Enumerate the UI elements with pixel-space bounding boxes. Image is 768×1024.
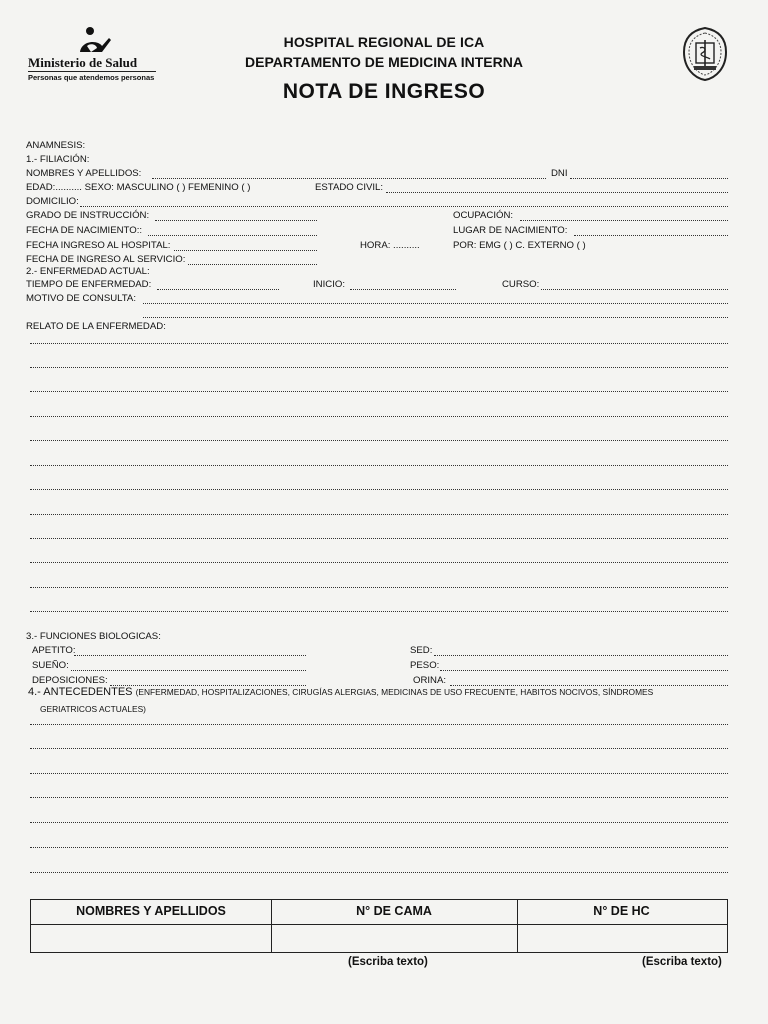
tiempo-label: TIEMPO DE ENFERMEDAD:: [26, 279, 152, 290]
fecha-ingreso-servicio-label: FECHA DE INGRESO AL SERVICIO:: [26, 254, 186, 265]
anamnesis-heading: ANAMNESIS:: [26, 140, 86, 151]
enfermedad-actual-heading: 2.- ENFERMEDAD ACTUAL:: [26, 266, 150, 277]
orina-label: ORINA:: [413, 675, 447, 686]
writing-line[interactable]: [30, 343, 728, 345]
ocupacion-label: OCUPACIÓN:: [453, 210, 514, 221]
hospital-name: HOSPITAL REGIONAL DE ICA: [283, 34, 485, 50]
hospital-seal-icon: [682, 26, 728, 82]
relato-label: RELATO DE LA ENFERMEDAD:: [26, 321, 166, 332]
nombres-field[interactable]: [152, 169, 546, 179]
fecha-ingreso-hospital-field[interactable]: [174, 241, 317, 251]
lugar-nacimiento-field[interactable]: [574, 226, 728, 236]
ocupacion-field[interactable]: [520, 211, 728, 221]
deposiciones-field[interactable]: [110, 676, 306, 686]
lugar-nacimiento-label: LUGAR DE NACIMIENTO:: [453, 225, 568, 236]
nombres-label: NOMBRES Y APELLIDOS:: [26, 168, 142, 179]
motivo-label: MOTIVO DE CONSULTA:: [26, 293, 136, 304]
nombres-cell[interactable]: [33, 926, 269, 950]
hc-header: N° DE HC: [593, 904, 650, 918]
writing-line[interactable]: [30, 611, 728, 613]
ministry-divider: [28, 71, 156, 72]
fecha-nacimiento-field[interactable]: [148, 226, 317, 236]
writing-line[interactable]: [30, 367, 728, 369]
writing-line[interactable]: [30, 797, 728, 799]
ministry-name: Ministerio de Salud: [28, 55, 138, 70]
fecha-ingreso-hospital-label: FECHA INGRESO AL HOSPITAL:: [26, 240, 171, 251]
curso-field[interactable]: [541, 280, 728, 290]
antecedentes-detail-2: GERIATRICOS ACTUALES): [40, 704, 146, 714]
writing-line[interactable]: [30, 489, 728, 491]
cama-note: (Escriba texto): [348, 956, 428, 968]
writing-line[interactable]: [30, 416, 728, 418]
writing-line[interactable]: [30, 587, 728, 589]
apetito-field[interactable]: [74, 646, 306, 656]
deposiciones-label: DEPOSICIONES:: [32, 675, 108, 686]
domicilio-field[interactable]: [80, 197, 728, 207]
antecedentes-detail: (ENFERMEDAD, HOSPITALIZACIONES, CIRUGÍAS ALERGIAS, MEDICINAS DE USO FRECUENTE, HABITOS NOCIVOS, SÍNDROMES: [135, 687, 654, 697]
apetito-label: APETITO:: [32, 645, 76, 656]
motivo-field[interactable]: [143, 294, 728, 304]
patient-id-table: [30, 899, 728, 953]
writing-line[interactable]: [30, 538, 728, 540]
grado-field[interactable]: [155, 211, 317, 221]
funciones-heading: 3.- FUNCIONES BIOLOGICAS:: [26, 631, 161, 642]
inicio-field[interactable]: [350, 280, 456, 290]
page-title: NOTA DE INGRESO: [282, 80, 486, 103]
cama-cell[interactable]: [273, 926, 515, 950]
fecha-ingreso-servicio-field[interactable]: [188, 255, 317, 265]
sueno-label: SUEÑO:: [32, 660, 69, 671]
writing-line[interactable]: [30, 465, 728, 467]
grado-label: GRADO DE INSTRUCCIÓN:: [26, 210, 150, 221]
ministry-tagline: Personas que atendemos personas: [28, 73, 155, 82]
writing-line[interactable]: [30, 724, 728, 726]
writing-line[interactable]: [30, 847, 728, 849]
writing-line[interactable]: [30, 773, 728, 775]
antecedentes-heading: [28, 686, 653, 699]
dni-field[interactable]: [570, 169, 728, 179]
writing-line[interactable]: [30, 822, 728, 824]
writing-line[interactable]: [30, 440, 728, 442]
antecedentes-title: 4.- ANTECEDENTES: [28, 686, 133, 698]
domicilio-label: DOMICILIO:: [26, 196, 79, 207]
sueno-field[interactable]: [71, 661, 306, 671]
dni-label: DNI: [551, 168, 568, 179]
hora-label: HORA: ..........: [360, 240, 420, 251]
orina-field[interactable]: [450, 676, 728, 686]
hc-note: (Escriba texto): [642, 956, 722, 968]
hc-cell[interactable]: [519, 926, 724, 950]
edad-sexo-label: EDAD:.......... SEXO: MASCULINO ( ) FEMENINO ( ): [26, 182, 251, 193]
sed-field[interactable]: [434, 646, 728, 656]
peso-field[interactable]: [440, 661, 728, 671]
filiacion-heading: 1.- FILIACIÓN:: [26, 154, 90, 165]
por-label: POR: EMG ( ) C. EXTERNO ( ): [453, 240, 586, 251]
writing-line[interactable]: [30, 748, 728, 750]
writing-line[interactable]: [30, 872, 728, 874]
fecha-nacimiento-label: FECHA DE NACIMIENTO::: [26, 225, 143, 236]
writing-line[interactable]: [30, 562, 728, 564]
curso-label: CURSO:: [502, 279, 540, 290]
motivo-field-2[interactable]: [143, 308, 728, 318]
writing-line[interactable]: [30, 391, 728, 393]
inicio-label: INICIO:: [313, 279, 345, 290]
nombres-header: NOMBRES Y APELLIDOS: [76, 904, 226, 918]
estado-civil-field[interactable]: [386, 183, 728, 193]
cama-header: N° DE CAMA: [356, 904, 432, 918]
peso-label: PESO:: [410, 660, 440, 671]
tiempo-field[interactable]: [157, 280, 279, 290]
estado-civil-label: ESTADO CIVIL:: [315, 182, 384, 193]
writing-line[interactable]: [30, 514, 728, 516]
sed-label: SED:: [410, 645, 433, 656]
department-name: DEPARTAMENTO DE MEDICINA INTERNA: [245, 54, 523, 70]
